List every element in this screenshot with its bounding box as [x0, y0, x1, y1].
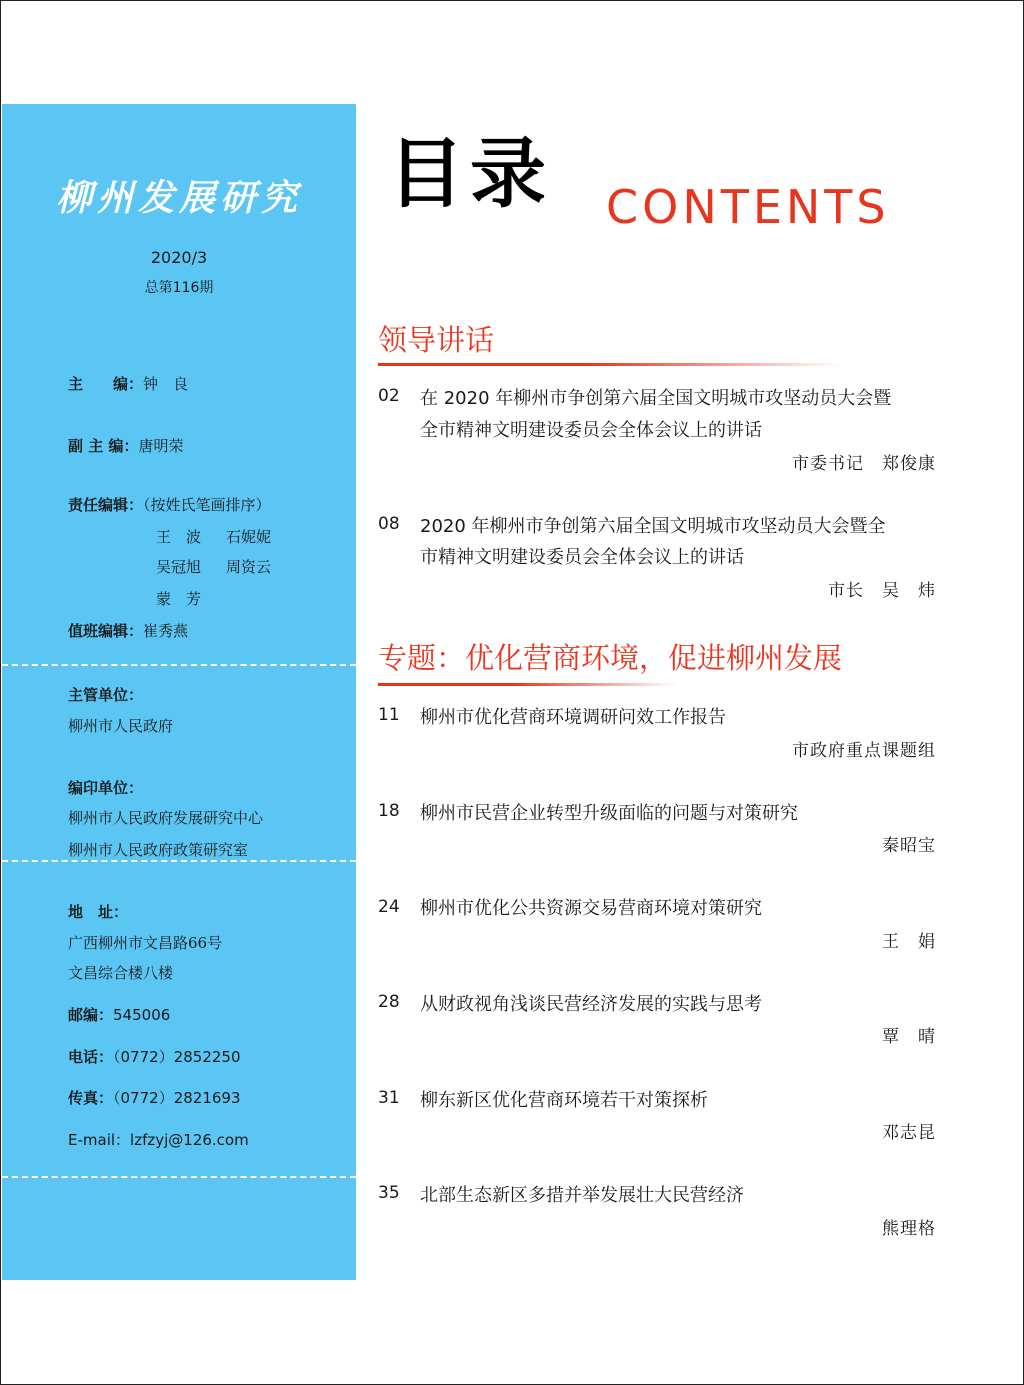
entry-author: 熊理格	[882, 1219, 936, 1239]
entry-page: 35	[378, 1183, 400, 1203]
responsible-editors-label: 责任编辑：	[68, 496, 144, 514]
editor-name: 蒙 芳	[156, 590, 202, 608]
address-line: 广西柳州市文昌路66号	[68, 934, 223, 952]
supervisor-label: 主管单位：	[68, 686, 144, 704]
issue-date: 2020/3	[150, 248, 208, 267]
masthead-sidebar	[2, 104, 356, 1280]
entry-title[interactable]: 在 2020 年柳州市争创第六届全国文明城市攻坚动员大会暨	[420, 388, 892, 409]
deputy-editor	[68, 435, 183, 456]
duty-editor-name: 崔秀燕	[143, 622, 189, 640]
responsible-editors	[68, 494, 271, 515]
entry-title[interactable]: 2020 年柳州市争创第六届全国文明城市攻坚动员大会暨全	[420, 516, 886, 537]
publisher-line: 柳州市人民政府发展研究中心	[68, 809, 264, 827]
deputy-editor-name: 唐明荣	[138, 437, 184, 455]
address-line: 文昌综合楼八楼	[68, 964, 174, 982]
section-underline	[378, 683, 678, 686]
entry-author: 市政府重点课题组	[792, 741, 936, 761]
section-heading: 专题：优化营商环境，促进柳州发展	[378, 641, 843, 675]
entry-page: 18	[378, 801, 400, 821]
entry-page: 08	[378, 514, 400, 534]
fax-value: （0772）2821693	[113, 1089, 241, 1107]
section-heading: 领导讲话	[378, 323, 495, 357]
editor-name: 周资云	[226, 558, 272, 576]
publisher-line: 柳州市人民政府政策研究室	[68, 841, 249, 859]
issue-number: 总第116期	[144, 280, 214, 296]
editor-name: 石妮妮	[226, 528, 272, 546]
entry-author: 邓志昆	[882, 1123, 936, 1143]
email	[68, 1129, 249, 1150]
fax-label: 传真：	[68, 1089, 114, 1107]
contents-heading-en: CONTENTS	[606, 180, 890, 234]
entry-author: 王 娟	[882, 932, 936, 952]
phone-label: 电话：	[68, 1048, 114, 1066]
deputy-editor-label: 副 主 编：	[68, 437, 139, 455]
entry-title[interactable]: 柳州市优化公共资源交易营商环境对策研究	[420, 898, 762, 919]
responsible-editors-row	[156, 526, 271, 547]
entry-title[interactable]: 柳州市优化营商环境调研问效工作报告	[420, 707, 726, 728]
section-underline	[378, 363, 844, 366]
postcode	[68, 1004, 170, 1025]
entry-title[interactable]: 柳东新区优化营商环境若干对策探析	[420, 1090, 708, 1111]
entry-title[interactable]: 全市精神文明建设委员会全体会议上的讲话	[420, 420, 762, 441]
entry-page: 11	[378, 705, 400, 725]
phone	[68, 1046, 241, 1067]
entry-author: 市委书记 郑俊康	[792, 454, 936, 474]
supervisor-name: 柳州市人民政府	[68, 717, 174, 735]
chief-editor-name: 钟 良	[143, 375, 189, 393]
fax	[68, 1087, 241, 1108]
entry-title[interactable]: 从财政视角浅谈民营经济发展的实践与思考	[420, 994, 762, 1015]
responsible-editors-row	[156, 588, 201, 609]
entry-page: 24	[378, 897, 400, 917]
entry-title[interactable]: 市精神文明建设委员会全体会议上的讲话	[420, 547, 744, 568]
publisher-label: 编印单位：	[68, 779, 144, 797]
email-label: E-mail：	[68, 1131, 131, 1149]
entry-page: 28	[378, 992, 400, 1012]
responsible-editors-note: （按姓氏笔画排序）	[143, 496, 271, 514]
entry-page: 31	[378, 1088, 400, 1108]
entry-page: 02	[378, 386, 400, 406]
phone-value: （0772）2852250	[113, 1048, 241, 1066]
divider	[2, 860, 356, 862]
entry-title[interactable]: 北部生态新区多措并举发展壮大民营经济	[420, 1185, 744, 1206]
responsible-editors-row	[156, 556, 271, 577]
contents-heading-cn: 目录	[388, 129, 552, 218]
divider	[2, 1176, 356, 1178]
editor-name: 吴冠旭	[156, 558, 202, 576]
duty-editor	[68, 620, 188, 641]
email-value[interactable]: lzfzyj@126.com	[130, 1131, 249, 1149]
entry-author: 覃 晴	[882, 1027, 936, 1047]
address-label: 地 址：	[68, 903, 129, 921]
magazine-title: 柳州发展研究	[55, 177, 302, 219]
divider	[2, 664, 356, 666]
postcode-value: 545006	[113, 1006, 171, 1024]
duty-editor-label: 值班编辑：	[68, 622, 144, 640]
entry-author: 秦昭宝	[882, 836, 936, 856]
chief-editor	[68, 373, 188, 394]
editor-name: 王 波	[156, 528, 202, 546]
entry-title[interactable]: 柳州市民营企业转型升级面临的问题与对策研究	[420, 803, 798, 824]
chief-editor-label: 主 编：	[68, 375, 144, 393]
entry-author: 市长 吴 炜	[828, 581, 936, 601]
postcode-label: 邮编：	[68, 1006, 114, 1024]
